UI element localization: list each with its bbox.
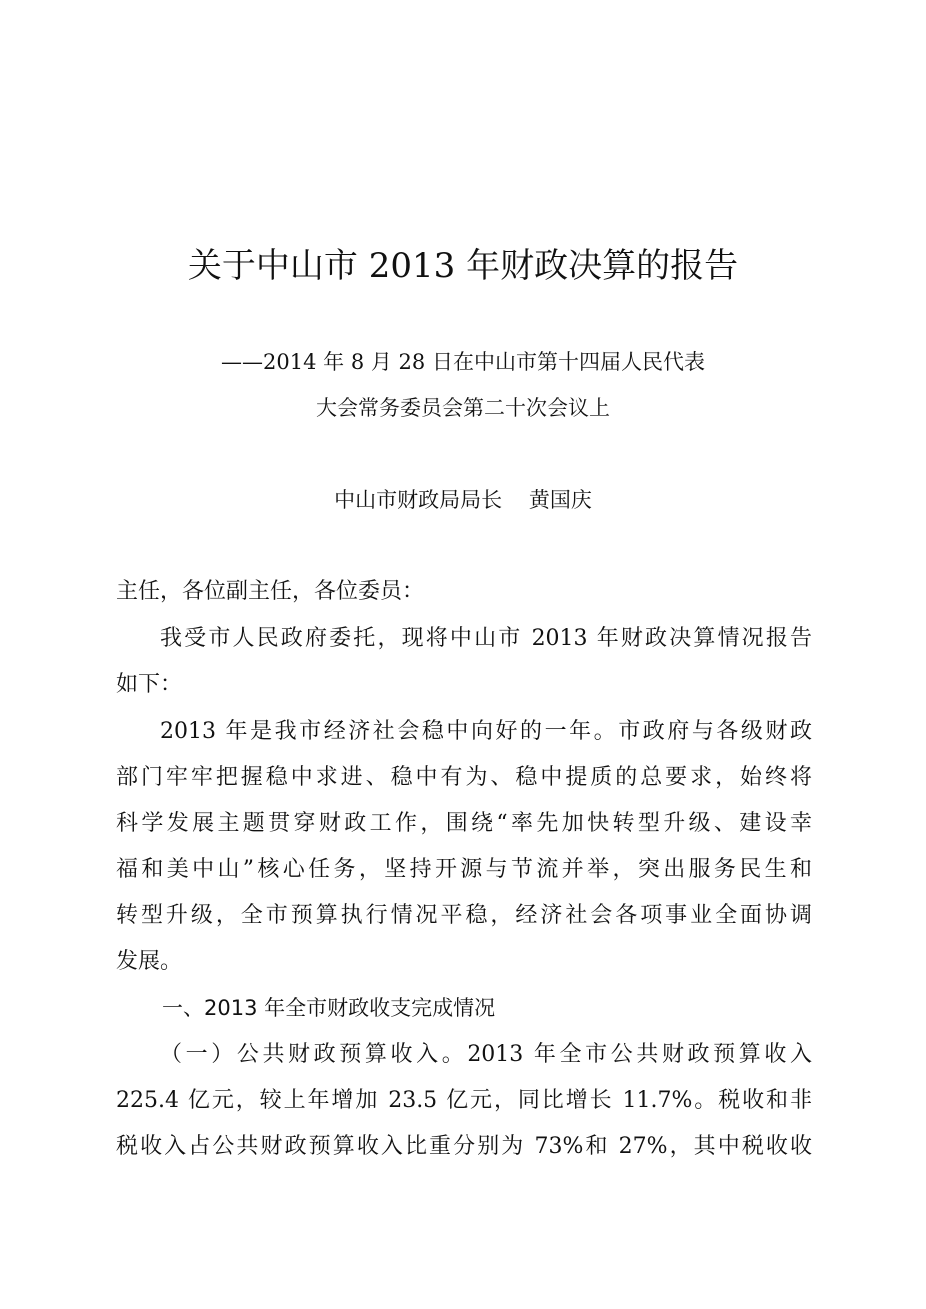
para1-line-2: 部门牢牢把握稳中求进、稳中有为、稳中提质的总要求，始终将 [116, 765, 812, 790]
subtitle-line-2: 大会常务委员会第二十次会议上 [316, 396, 610, 420]
para1-line-6: 发展。 [116, 949, 183, 974]
para1-line-1: 2013 年是我市经济社会稳中向好的一年。市政府与各级财政 [160, 719, 812, 744]
intro-line-2: 如下： [116, 672, 183, 697]
intro-line-1: 我受市人民政府委托，现将中山市 2013 年财政决算情况报告 [160, 626, 812, 651]
author-line: 中山市财政局局长 黄国庆 [334, 488, 592, 512]
para2-line-1: （一）公共财政预算收入。2013 年全市公共财政预算收入 [160, 1042, 812, 1067]
section-heading: 一、2013 年全市财政收支完成情况 [162, 996, 496, 1020]
para1-line-3: 科学发展主题贯穿财政工作，围绕“率先加快转型升级、建设幸 [116, 811, 812, 836]
salutation: 主任，各位副主任，各位委员： [116, 579, 425, 604]
para2-line-3: 税收入占公共财政预算收入比重分别为 73%和 27%，其中税收收 [116, 1134, 812, 1159]
para1-line-4: 福和美中山”核心任务，坚持开源与节流并举，突出服务民生和 [116, 857, 812, 882]
para1-line-5: 转型升级，全市预算执行情况平稳，经济社会各项事业全面协调 [116, 903, 812, 928]
subtitle-line-1: ——2014 年 8 月 28 日在中山市第十四届人民代表 [221, 350, 705, 374]
para2-line-2: 225.4 亿元，较上年增加 23.5 亿元，同比增长 11.7%。税收和非 [116, 1088, 812, 1113]
report-title: 关于中山市 2013 年财政决算的报告 [187, 246, 739, 286]
